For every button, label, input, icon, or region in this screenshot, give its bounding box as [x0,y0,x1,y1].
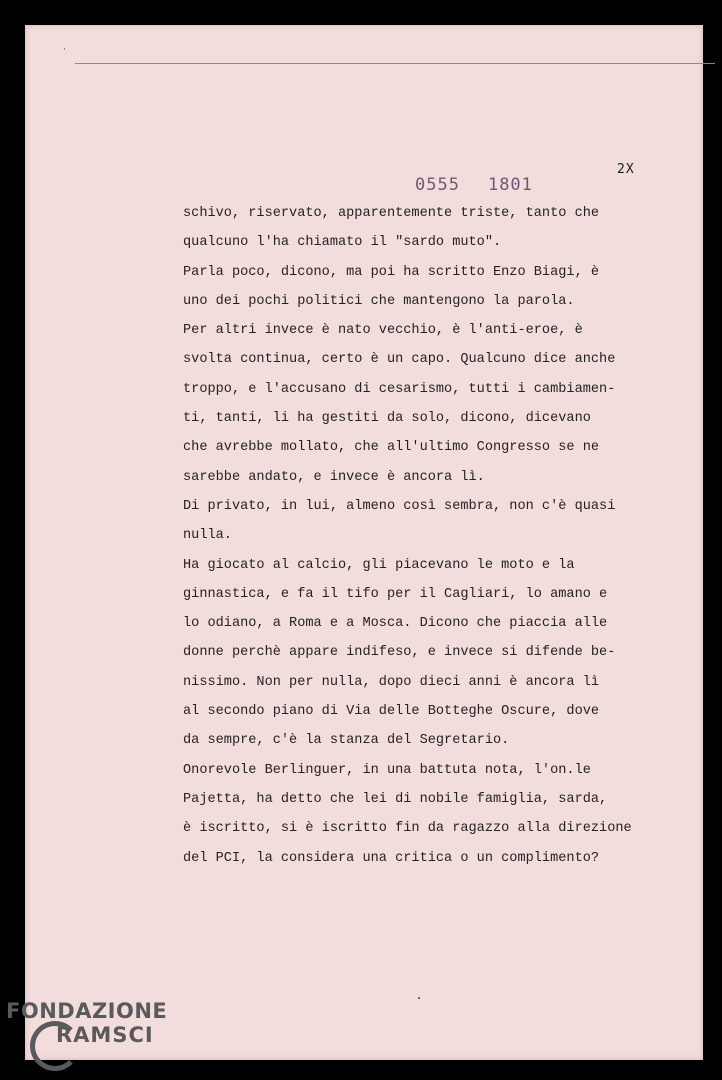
archive-stamp [415,175,533,195]
text-line: uno dei pochi politici che mantengono la parola. [183,293,575,309]
text-line: Di privato, in lui, almeno così sembra, non c'è quasi [183,498,616,514]
typewritten-body [183,199,683,873]
text-line: Ha giocato al calcio, gli piacevano le moto e la [183,557,575,573]
text-line: svolta continua, certo è un capo. Qualcuno dice anche [183,352,616,368]
text-line: da sempre, c'è la stanza del Segretario. [183,733,510,749]
text-line: ginnastica, e fa il tifo per il Cagliari, lo amano e [183,586,608,602]
text-line: lo odiano, a Roma e a Mosca. Dicono che piaccia alle [183,616,608,632]
paper-dot [418,997,420,999]
paper-speck: · [63,45,66,55]
text-line: che avrebbe mollato, che all'ultimo Congresso se ne [183,440,600,456]
text-line: nulla. [183,528,232,544]
watermark-line-1: FONDAZIONE [6,999,168,1023]
text-line: Parla poco, dicono, ma poi ha scritto Enzo Biagi, è [183,264,600,280]
text-line: sarebbe andato, e invece è ancora lì. [183,469,485,485]
fondazione-gramsci-watermark [6,999,186,1069]
text-line: nissimo. Non per nulla, dopo dieci anni è ancora lì [183,674,600,690]
top-edge-line [75,63,715,64]
page-number: 2X [617,162,635,177]
text-line: troppo, e l'accusano di cesarismo, tutti i cambiamen- [183,381,616,397]
text-line: del PCI, la considera una critica o un complimento? [183,850,600,866]
text-line: schivo, riservato, apparentemente triste, tanto che [183,206,600,221]
text-line: ti, tanti, li ha gestiti da solo, dicono, dicevano [183,411,591,427]
text-line: qualcuno l'ha chiamato il "sardo muto". [183,235,502,251]
stamp-right-number: 1801 [487,175,533,195]
text-line: è iscritto, si è iscritto fin da ragazzo alla direzione [183,821,632,837]
text-line: donne perchè appare indifeso, e invece si difende be- [183,645,616,661]
watermark-line-2: RAMSCI [56,1023,154,1047]
stamp-left-number: 0555 [415,175,460,195]
text-line: Per altri invece è nato vecchio, è l'anti-eroe, è [183,323,583,339]
text-line: Pajetta, ha detto che lei di nobile famiglia, sarda, [183,791,608,807]
text-line: al secondo piano di Via delle Botteghe Oscure, dove [183,704,600,720]
text-line: Onorevole Berlinguer, in una battuta nota, l'on.le [183,762,591,778]
